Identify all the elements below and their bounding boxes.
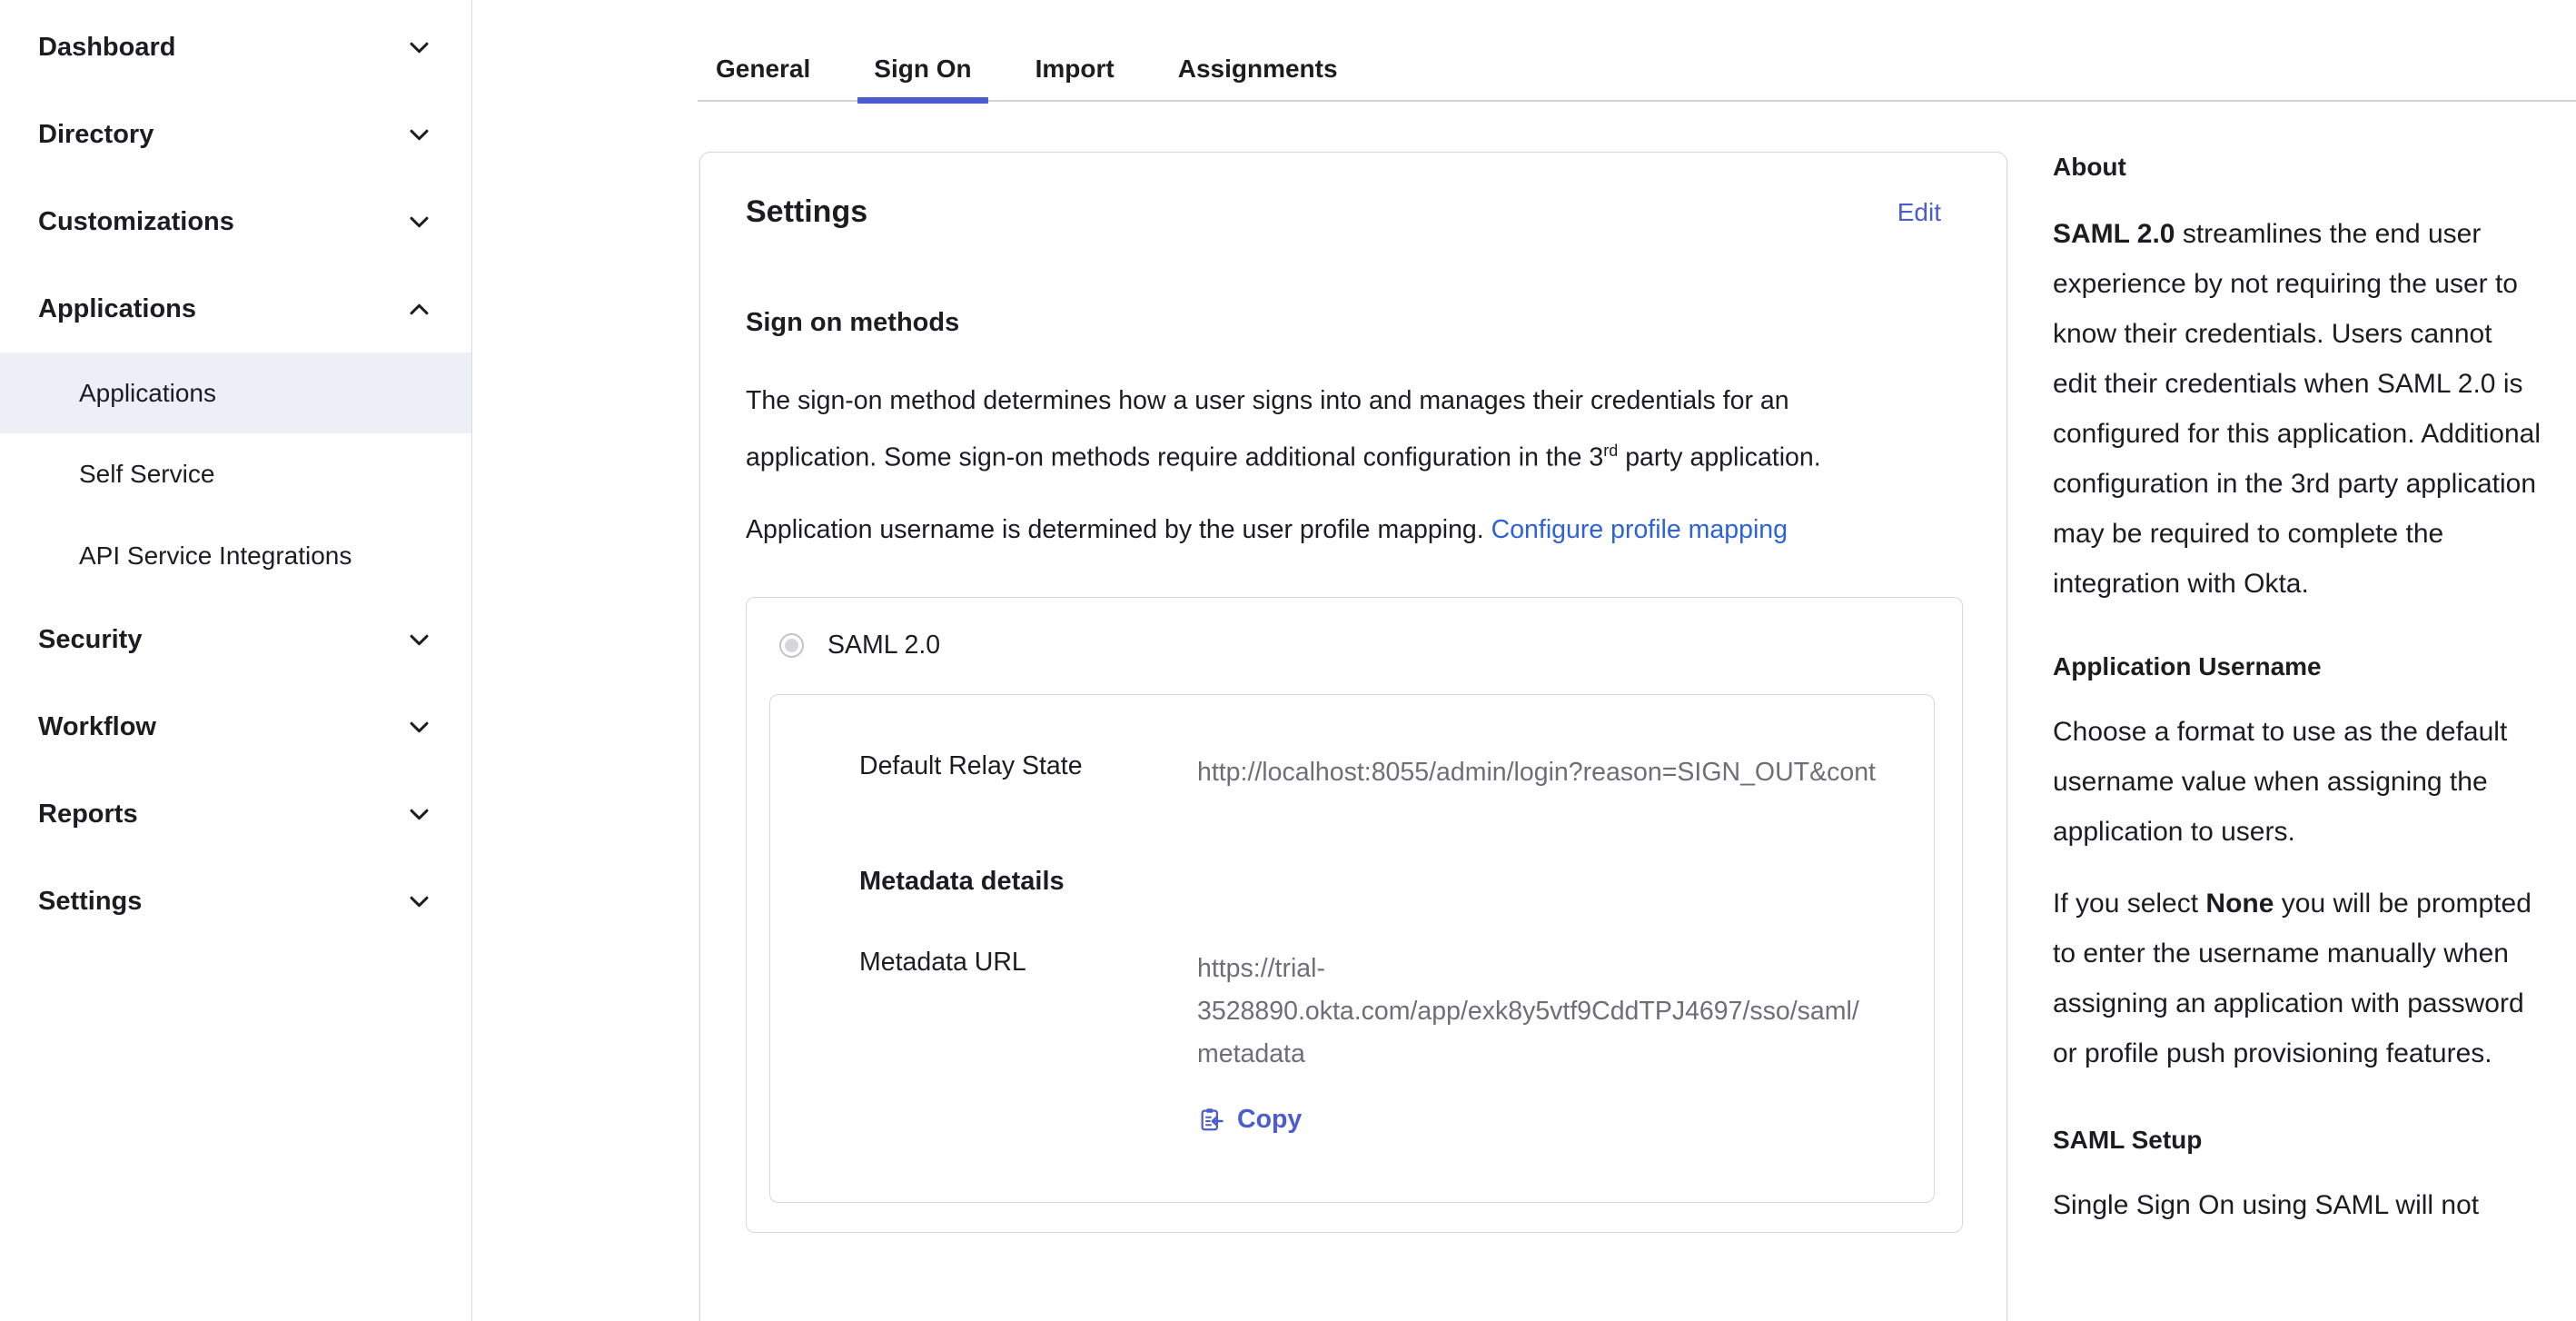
sidebar: [0, 0, 472, 1321]
saml-details-panel: [769, 694, 1935, 1203]
sidebar-item-workflow[interactable]: [0, 683, 471, 770]
copy-button-label: Copy: [1237, 1104, 1303, 1134]
settings-card: [699, 152, 2007, 1321]
saml-setup-paragraph: Single Sign On using SAML will not: [2053, 1190, 2480, 1220]
active-tab-indicator: [857, 97, 987, 104]
tab-sign-on[interactable]: [857, 36, 987, 102]
app-tabbar: [699, 36, 1354, 102]
sidebar-item-reports[interactable]: [0, 770, 471, 858]
tab-label: Assignments: [1177, 55, 1338, 83]
saml-radio-button[interactable]: [779, 633, 804, 658]
chevron-down-icon: [407, 802, 431, 827]
metadata-details-heading: Metadata details: [859, 866, 1065, 896]
application-username-paragraph-2: [2053, 879, 2543, 1078]
p2-bold-none: None: [2205, 889, 2274, 919]
tab-label: General: [716, 55, 811, 83]
tab-label: Sign On: [874, 55, 972, 83]
sidebar-item-label: Dashboard: [38, 32, 176, 62]
sidebar-item-label: Workflow: [38, 711, 156, 741]
tab-import[interactable]: [1019, 36, 1131, 102]
chevron-down-icon: [407, 123, 431, 147]
description-text: party application.: [1618, 442, 1821, 472]
settings-title: Settings: [746, 194, 868, 229]
default-relay-state-label: Default Relay State: [859, 750, 1083, 780]
saml-radio-label: SAML 2.0: [827, 631, 941, 660]
sidebar-subitem-label: Self Service: [79, 460, 215, 488]
sidebar-item-applications[interactable]: [0, 265, 471, 353]
tab-label: Import: [1035, 55, 1115, 83]
copy-metadata-url-button[interactable]: [1197, 1105, 1888, 1135]
metadata-url-row: [859, 948, 1888, 1076]
application-username-heading: Application Username: [2053, 652, 2322, 680]
chevron-down-icon: [407, 889, 431, 914]
chevron-down-icon: [407, 35, 431, 60]
sidebar-subitem-api-service-integrations[interactable]: [0, 515, 471, 597]
default-relay-state-value: http://localhost:8055/admin/login?reason=SIGN_OUT&cont: [1197, 757, 1876, 787]
sidebar-item-label: Customizations: [38, 206, 234, 236]
about-paragraph: [2053, 209, 2543, 609]
sidebar-subitem-applications[interactable]: [0, 353, 471, 433]
sidebar-item-dashboard[interactable]: [0, 4, 471, 91]
settings-card-header: [746, 194, 1961, 230]
clipboard-copy-icon: [1197, 1106, 1224, 1133]
sidebar-subitem-label: API Service Integrations: [79, 541, 352, 570]
tab-general[interactable]: [699, 36, 827, 102]
metadata-url-value: https://trial-3528890.okta.com/app/exk8y5vtf9CddTPJ4697/sso/saml/metadata: [1197, 953, 1859, 1068]
sidebar-item-security[interactable]: [0, 596, 471, 683]
sidebar-item-label: Directory: [38, 119, 154, 149]
sidebar-item-directory[interactable]: [0, 91, 471, 178]
saml-setup-heading: SAML Setup: [2053, 1126, 2203, 1154]
edit-button[interactable]: Edit: [1897, 197, 1941, 226]
sign-on-methods-description: [746, 376, 1881, 483]
sidebar-item-label: Settings: [38, 886, 143, 916]
help-panel: [2053, 149, 2543, 1230]
chevron-up-icon: [407, 297, 431, 322]
sidebar-item-label: Applications: [38, 293, 197, 323]
chevron-down-icon: [407, 715, 431, 740]
username-note-text: Application username is determined by the user profile mapping.: [746, 514, 1491, 544]
about-body: streamlines the end user experience by not requiring the user to know their credentials. Users cannot edit their credentials when SAML 2.0 is configured for this application. Additional configuration in the 3rd party application may be required to complete the integration with Okta.: [2053, 219, 2541, 599]
application-username-paragraph-1: Choose a format to use as the default username value when assigning the application to users.: [2053, 717, 2508, 847]
sidebar-item-label: Security: [38, 624, 143, 654]
chevron-down-icon: [407, 210, 431, 234]
about-lead-bold: SAML 2.0: [2053, 219, 2175, 249]
sidebar-subitem-label: Applications: [79, 378, 216, 407]
sidebar-item-label: Reports: [38, 799, 138, 829]
radio-dot: [785, 639, 798, 652]
default-relay-state-row: [859, 751, 1888, 794]
metadata-url-label: Metadata URL: [859, 947, 1026, 977]
ordinal-superscript: rd: [1603, 442, 1619, 460]
description-text: The sign-on method determines how a user signs into and manages their credentials for an application. Some sign-on methods require additional configuration in the 3: [746, 386, 1789, 472]
saml-radio-row: [779, 623, 1962, 669]
sign-on-methods-heading: Sign on methods: [746, 308, 960, 337]
sidebar-item-settings[interactable]: [0, 858, 471, 945]
tab-assignments[interactable]: [1162, 36, 1354, 102]
p2-prefix: If you select: [2053, 889, 2206, 919]
saml-option-card: [746, 597, 1963, 1233]
p2-suffix: you will be prompted to enter the username manually when assigning an application with password or profile push provisioning features.: [2053, 889, 2531, 1068]
username-mapping-note: [746, 505, 1881, 555]
sidebar-subitem-self-service[interactable]: [0, 433, 471, 515]
about-heading: About: [2053, 153, 2126, 181]
configure-profile-mapping-link[interactable]: Configure profile mapping: [1491, 514, 1788, 544]
chevron-down-icon: [407, 628, 431, 652]
sidebar-item-customizations[interactable]: [0, 178, 471, 265]
